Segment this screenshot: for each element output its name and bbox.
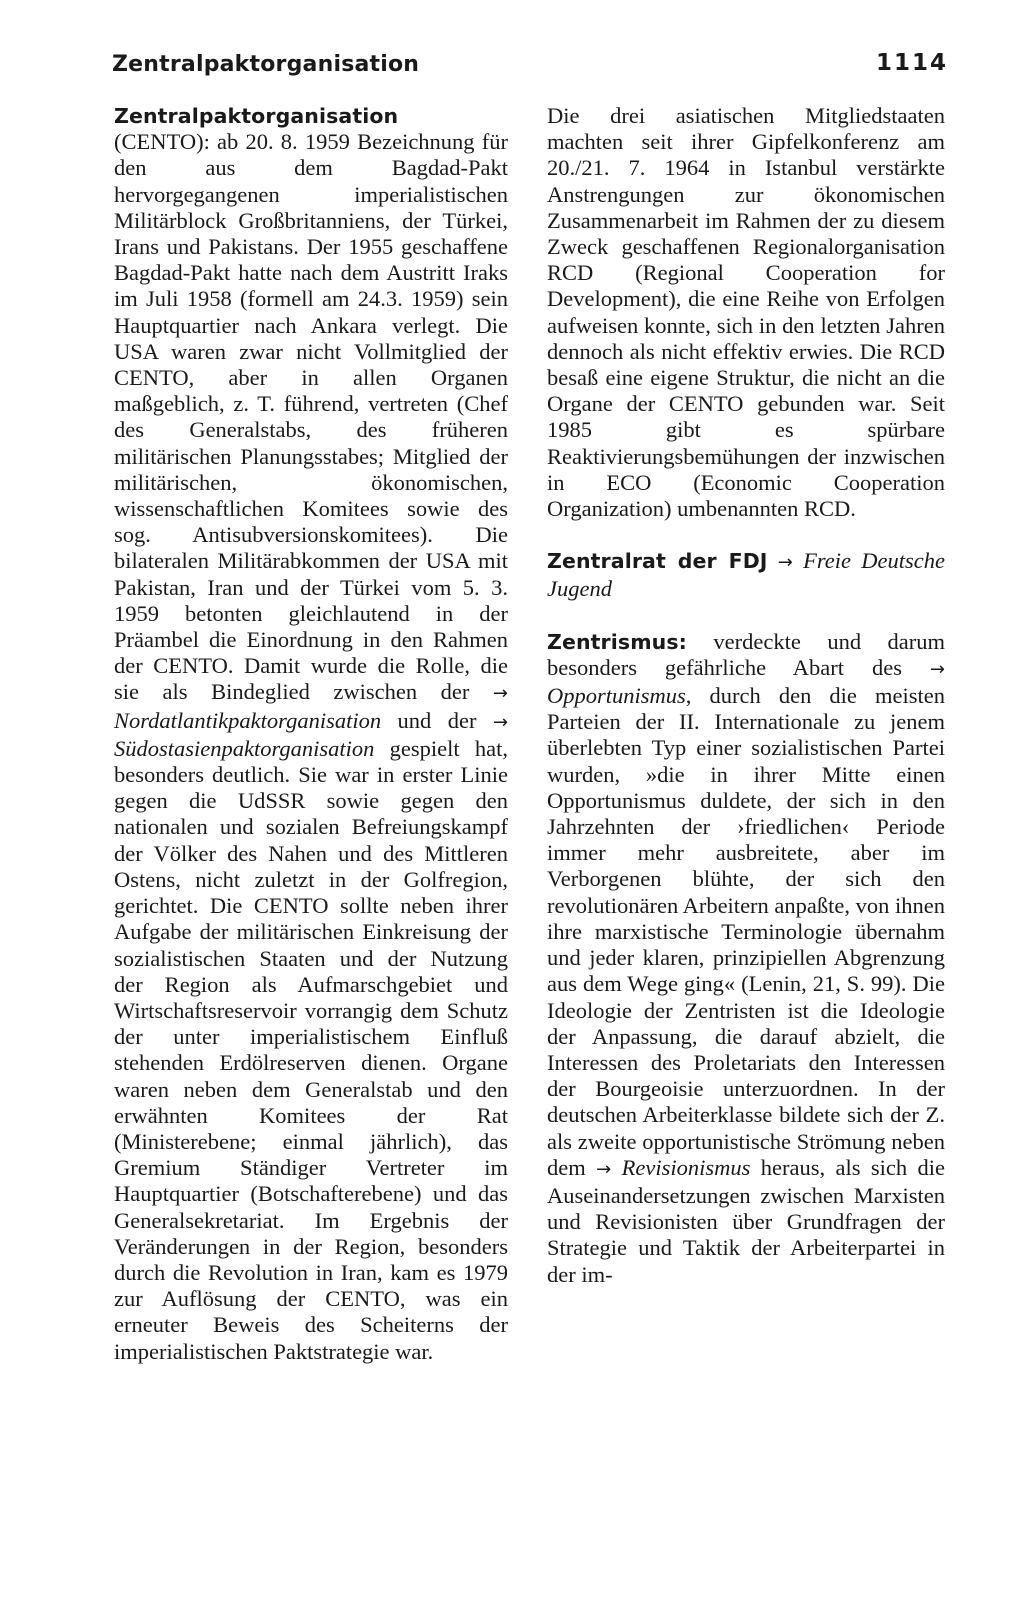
running-head: Zentralpaktorganisation bbox=[112, 52, 420, 77]
right-column bbox=[547, 103, 945, 1288]
entry-text: (CENTO): ab 20. 8. 1959 Bezeichnung für den aus dem Bagdad-Pakt hervorgegangenen imperialistischen Militärblock Großbritanniens, der Türkei, Irans und Pakistans. Der 1955 geschaffene Bagdad-Pakt hatte nach dem Austritt Iraks im Juli 1958 (formell am 24.3. 1959) sein Hauptquartier nach Ankara verlegt. Die USA waren zwar nicht Vollmitglied der CENTO, aber in allen Organen maßgeblich, z. T. führend, vertreten (Chef des Generalstabs, des früheren militärischen Planungsstabes; Mitglied der militärischen, ökonomischen, wissenschaftlichen Komitees sowie des sog. Antisubversionskomitees). Die bilateralen Militärabkommen der USA mit Pakistan, Iran und der Türkei vom 5. 3. 1959 betonten gleichlautend in der Präambel die Einordnung in den Rahmen der CENTO. Damit wurde die Rolle, die sie als Bindeglied zwischen der bbox=[114, 129, 508, 705]
entry-text: Die drei asiatischen Mitgliedstaaten machten seit ihrer Gipfelkonferenz am 20./21. 7. 1964 in Istanbul verstärkte Anstrengungen zur ökonomischen Zusammenarbeit im Rahmen der zu diesem Zweck geschaffenen Regionalorganisation RCD (Regional Cooperation for Development), die eine Reihe von Erfolgen aufweisen konnte, sich in den letzten Jahren dennoch als nicht effektiv erwies. Die RCD besaß eine eigene Struktur, die nicht an die Organe der CENTO gebunden war. Seit 1985 gibt es spürbare Reaktivierungsbemühungen der inzwischen in ECO (Economic Cooperation Organization) umbenannten RCD. bbox=[547, 103, 945, 522]
arrow-icon: → bbox=[777, 552, 793, 574]
arrow-icon: → bbox=[492, 683, 508, 705]
arrow-icon: → bbox=[492, 711, 509, 733]
left-column bbox=[114, 103, 508, 1365]
entry-text: , durch den die meisten Parteien der II. Internationale zu jenem überlebten Typ einer sozialistischen Partei wurden, »die in ihrer Mitte einen Opportunismus duldete, der sich in den Jahrzehnten der ›friedlichen‹ Periode immer mehr ausbreitete, aber im Verborgenen blühte, der sich den revolutionären Arbeitern anpaßte, von ihnen ihre marxistische Terminologie übernahm und jeder klaren, prinzipiellen Abgrenzung aus dem Wege ging« (Lenin, 21, S. 99). Die Ideologie der Zentristen ist die Ideologie der Anpassung, die darauf abzielt, die Interessen des Proletariats den Interessen der Bourgeoisie unterzuordnen. In der deutschen Arbeiterklasse bildete sich der Z. als zweite opportunistische Strömung neben dem bbox=[547, 683, 945, 1180]
entry-text: heraus, als sich die Auseinandersetzungen zwischen Marxisten und Revisionisten über Grundfragen der Strategie und Taktik der Arbeiterpartei in der im- bbox=[547, 1154, 946, 1287]
entry-text: gespielt hat, besonders deutlich. Sie war in erster Linie gegen die UdSSR sowie gegen den nationalen und sozialen Befreiungskampf der Völker des Nahen und des Mittleren Ostens, nicht zuletzt in der Golfregion, gerichtet. Die CENTO sollte neben ihrer Aufgabe der militärischen Einkreisung der sozialistischen Staaten und der Nutzung der Region als Aufmarschgebiet und Wirtschaftsreservoir vorrangig dem Schutz der unter imperialistischem Einfluß stehenden Erdölreserven dienen. Organe waren neben dem Generalstab und den erwähnten Komitees der Rat (Ministerebene; einmal jährlich), das Gremium Ständiger Vertreter im Hauptquartier (Botschafterebene) und das Generalsekretariat. Im Ergebnis der Veränderungen in der Region, besonders durch die Revolution in Iran, kam es 1979 zur Auflösung der CENTO, was ein erneuter Beweis des Scheiterns der imperialistischen Paktstrategie war. bbox=[114, 735, 508, 1364]
page-number: 1114 bbox=[875, 50, 948, 76]
entry-paragraph bbox=[547, 103, 945, 522]
entry-text: und der bbox=[397, 707, 477, 733]
cross-reference-link[interactable]: Nordatlantikpaktorganisation bbox=[114, 707, 382, 733]
entry-lemma: Zentralrat der FDJ bbox=[547, 549, 768, 574]
entry-lemma: Zentrismus: bbox=[547, 629, 687, 654]
cross-reference-link[interactable]: Südostasienpaktorganisation bbox=[114, 735, 375, 761]
arrow-icon: → bbox=[929, 658, 945, 680]
cross-reference-link[interactable]: Freie Deutsche Jugend bbox=[547, 548, 945, 602]
cross-reference-link[interactable]: Revisionismus bbox=[621, 1154, 751, 1180]
entry-text: verdeckte und darum besonders gefährliche Abart des bbox=[547, 628, 945, 680]
cross-reference-link[interactable]: Opportunismus bbox=[547, 683, 686, 709]
entry-lemma: Zentralpaktorganisation bbox=[114, 104, 399, 128]
arrow-icon: → bbox=[596, 1158, 612, 1180]
entry-zentralpaktorganisation bbox=[114, 103, 508, 1365]
entry-zentrismus bbox=[547, 629, 945, 1288]
entry-zentralrat-der-fdj bbox=[547, 548, 945, 602]
